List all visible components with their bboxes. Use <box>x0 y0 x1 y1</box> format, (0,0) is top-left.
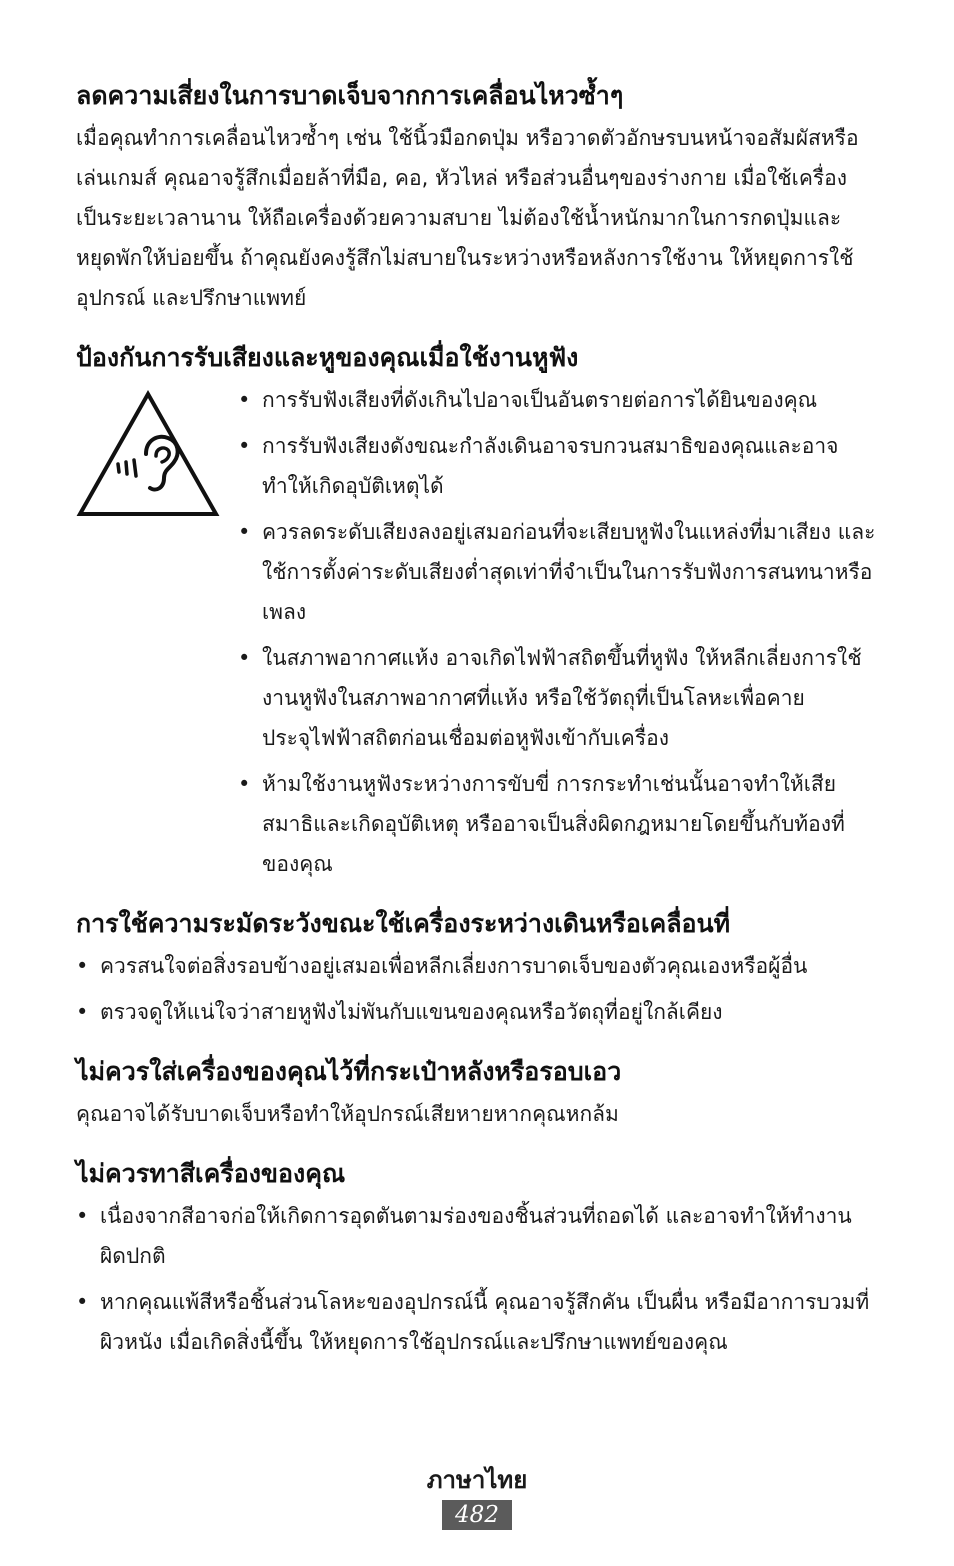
hearing-warning-icon <box>76 388 220 520</box>
section-heading: การใช้ความระมัดระวังขณะใช้เครื่องระหว่างเดินหรือเคลื่อนที่ <box>76 909 731 938</box>
bullet-dot: • <box>76 1204 89 1228</box>
list-item <box>238 764 876 884</box>
list-item-text: ห้ามใช้งานหูฟังระหว่างการขับขี่ การกระทำเช่นนั้นอาจทำให้เสียสมาธิและเกิดอุบัติเหตุ หรืออาจเป็นสิ่งผิดกฎหมายโดยขึ้นกับท้องที่ของคุณ <box>262 772 845 876</box>
bullet-dot: • <box>238 646 251 670</box>
list-item <box>238 638 876 758</box>
bullet-dot: • <box>76 954 89 978</box>
list-item <box>76 992 876 1032</box>
list-item <box>238 426 876 506</box>
list-item <box>76 1282 876 1362</box>
hearing-bullet-list <box>238 380 876 884</box>
page-content <box>76 76 876 1382</box>
list-item-text: หากคุณแพ้สีหรือชิ้นส่วนโลหะของอุปกรณ์นี้ คุณอาจรู้สึกคัน เป็นผื่น หรือมีอาการบวมที่ผิวหนัง เมื่อเกิดสิ่งนี้ขึ้น ให้หยุดการใช้อุปกรณ์และปรึกษาแพทย์ของคุณ <box>100 1290 870 1354</box>
bullet-dot: • <box>238 388 251 412</box>
section-heading: ไม่ควรใส่เครื่องของคุณไว้ที่กระเป๋าหลังหรือรอบเอว <box>76 1057 622 1086</box>
list-item-text: การรับฟังเสียงที่ดังเกินไปอาจเป็นอันตรายต่อการได้ยินของคุณ <box>262 388 818 412</box>
section-heading: ป้องกันการรับเสียงและหูของคุณเมื่อใช้งานหูฟัง <box>76 343 579 372</box>
page-number-badge: 482 <box>442 1500 512 1530</box>
section-heading: ลดความเสี่ยงในการบาดเจ็บจากการเคลื่อนไหวซ้ำๆ <box>76 81 624 110</box>
list-item-text: ในสภาพอากาศแห้ง อาจเกิดไฟฟ้าสถิตขึ้นที่หูฟัง ให้หลีกเลี่ยงการใช้งานหูฟังในสภาพอากาศที่แห้ง หรือใช้วัตถุที่เป็นโลหะเพื่อคายประจุไฟฟ้าสถิตก่อนเชื่อมต่อหูฟังเข้ากับเครื่อง <box>262 646 862 750</box>
list-item <box>76 1196 876 1276</box>
list-item <box>238 380 876 420</box>
list-item-text: เนื่องจากสีอาจก่อให้เกิดการอุดตันตามร่องของชิ้นส่วนที่ถอดได้ และอาจทำให้ทำงานผิดปกติ <box>100 1204 852 1268</box>
list-item-text: ตรวจดูให้แน่ใจว่าสายหูฟังไม่พันกับแขนของคุณหรือวัตถุที่อยู่ใกล้เคียง <box>100 1000 723 1024</box>
section-repetitive-motion <box>76 76 876 318</box>
bullet-dot: • <box>76 1290 89 1314</box>
paint-bullet-list <box>76 1196 876 1362</box>
list-item <box>238 512 876 632</box>
list-item-text: ควรลดระดับเสียงลงอยู่เสมอก่อนที่จะเสียบหูฟังในแหล่งที่มาเสียง และใช้การตั้งค่าระดับเสียงต่ำสุดเท่าที่จำเป็นในการรับฟังการสนทนาหรือเพลง <box>262 520 876 624</box>
list-item-text: การรับฟังเสียงดังขณะกำลังเดินอาจรบกวนสมาธิของคุณและอาจทำให้เกิดอุบัติเหตุได้ <box>262 434 839 498</box>
walking-bullet-list <box>76 946 876 1032</box>
section-paint-warning <box>76 1154 876 1362</box>
section-hearing-protection <box>76 338 876 884</box>
section-walking-caution <box>76 904 876 1032</box>
hearing-block <box>76 380 876 884</box>
section-body-text: คุณอาจได้รับบาดเจ็บหรือทำให้อุปกรณ์เสียหายหากคุณหกล้ม <box>76 1102 619 1126</box>
section-body-text: เมื่อคุณทำการเคลื่อนไหวซ้ำๆ เช่น ใช้นิ้วมือกดปุ่ม หรือวาดตัวอักษรบนหน้าจอสัมผัสหรือเล่นเกมส์ คุณอาจรู้สึกเมื่อยล้าที่มือ, คอ, หัวไหล่ หรือส่วนอื่นๆของร่างกาย เมื่อใช้เครื่องเป็นระยะเวลานาน ให้ถือเครื่องด้วยความสบาย ไม่ต้องใช้น้ำหนักมากในการกดปุ่มและหยุดพักให้บ่อยขึ้น ถ้าคุณยังคงรู้สึกไม่สบายในระหว่างหรือหลังการใช้งาน ให้หยุดการใช้อุปกรณ์ และปรึกษาแพทย์ <box>76 126 859 310</box>
footer-language-label: ภาษาไทย <box>426 1466 528 1494</box>
section-heading: ไม่ควรทาสีเครื่องของคุณ <box>76 1159 346 1188</box>
bullet-dot: • <box>238 434 251 458</box>
section-pocket-warning <box>76 1052 876 1134</box>
bullet-dot: • <box>238 520 251 544</box>
bullet-dot: • <box>76 1000 89 1024</box>
list-item <box>76 946 876 986</box>
list-item-text: ควรสนใจต่อสิ่งรอบข้างอยู่เสมอเพื่อหลีกเลี่ยงการบาดเจ็บของตัวคุณเองหรือผู้อื่น <box>100 954 808 978</box>
bullet-dot: • <box>238 772 251 796</box>
page-footer <box>0 1462 954 1530</box>
